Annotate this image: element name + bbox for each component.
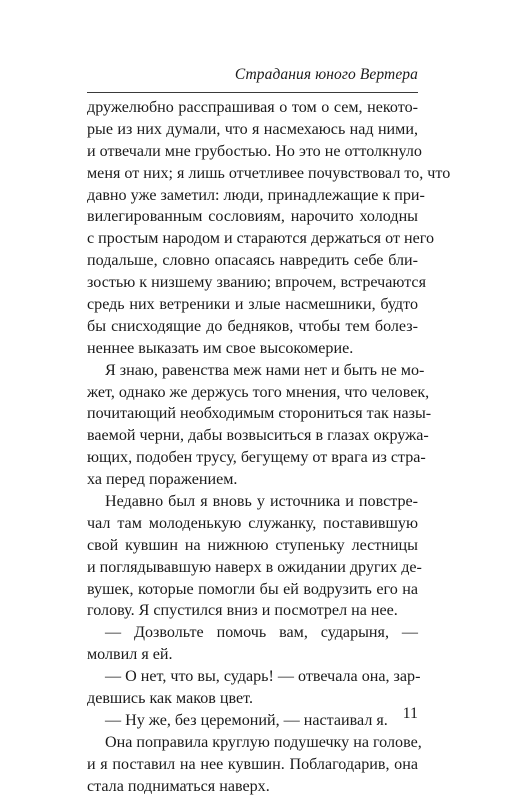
text-line: Недавно был я вновь у источника и повстре- [105, 493, 418, 511]
text-line: Я знаю, равенства меж нами нет и быть не мо- [105, 361, 425, 379]
text-line: вушек, которые помогли бы ей водрузить его на [87, 580, 418, 598]
running-header-title: Страдания юного Вертера [234, 66, 418, 83]
text-line: чал там молоденькую служанку, поставившую [87, 514, 418, 532]
text-line: почитающий необходимым сторониться так назы- [87, 405, 432, 423]
text-line: и поглядывавшую наверх в ожидании других де- [87, 558, 422, 576]
text-line: Она поправила круглую подушечку на голове, [105, 733, 422, 751]
text-line: — Дозвольте помочь вам, сударыня, — [105, 624, 418, 642]
text-line: дружелюбно расспрашивая о том о сем, некото- [87, 99, 418, 116]
text-line: подальше, словно опасаясь навредить себе бли- [87, 252, 418, 270]
text-line: — Ну же, без церемоний, — настаивал я. [105, 711, 388, 729]
text-line: стала подниматься наверх. [87, 777, 270, 795]
text-line: давно уже заметил: люди, принадлежащие к при- [87, 186, 425, 204]
header-rule [87, 92, 418, 93]
text-line: вилегированным сословиям, нарочито холодны [87, 208, 418, 226]
body-text [87, 97, 451, 798]
text-line: девшись как маков цвет. [87, 690, 253, 708]
text-line: голову. Я спустился вниз и посмотрел на нее. [87, 602, 398, 620]
text-line: молвил я ей. [87, 646, 173, 664]
text-line: жет, однако же держусь того мнения, что человек, [87, 383, 430, 401]
text-line: и я поставил на нее кувшин. Поблагодарив, она [87, 755, 418, 773]
page-number: 11 [402, 705, 418, 722]
text-line: ющих, подобен трусу, бегущему от врага из стра- [87, 449, 426, 467]
text-line: с простым народом и стараются держаться от него [87, 230, 435, 248]
text-line: ваемой черни, дабы возвыситься в глазах окружа- [87, 427, 429, 445]
text-line: — О нет, что вы, сударь! — отвечала она, зар- [105, 668, 421, 686]
text-line: ха перед поражением. [87, 471, 238, 489]
text-line: средь них ветреники и злые насмешники, будто [87, 296, 418, 314]
text-line: меня от них; я лишь отчетливее почувствовал то, что [87, 164, 451, 182]
text-line: бы снисходящие до бедняков, чтобы тем болез- [87, 317, 418, 335]
text-line: зостью к низшему званию; впрочем, встречаются [87, 274, 426, 292]
text-line: неннее выказать им свое высокомерие. [87, 339, 354, 357]
text-line: и отвечали мне грубостью. Но это не оттолкнуло [87, 142, 422, 160]
text-line: рые из них думали, что я насмехаюсь над ними, [87, 120, 418, 138]
text-line: свой кувшин на нижнюю ступеньку лестницы [87, 536, 418, 554]
